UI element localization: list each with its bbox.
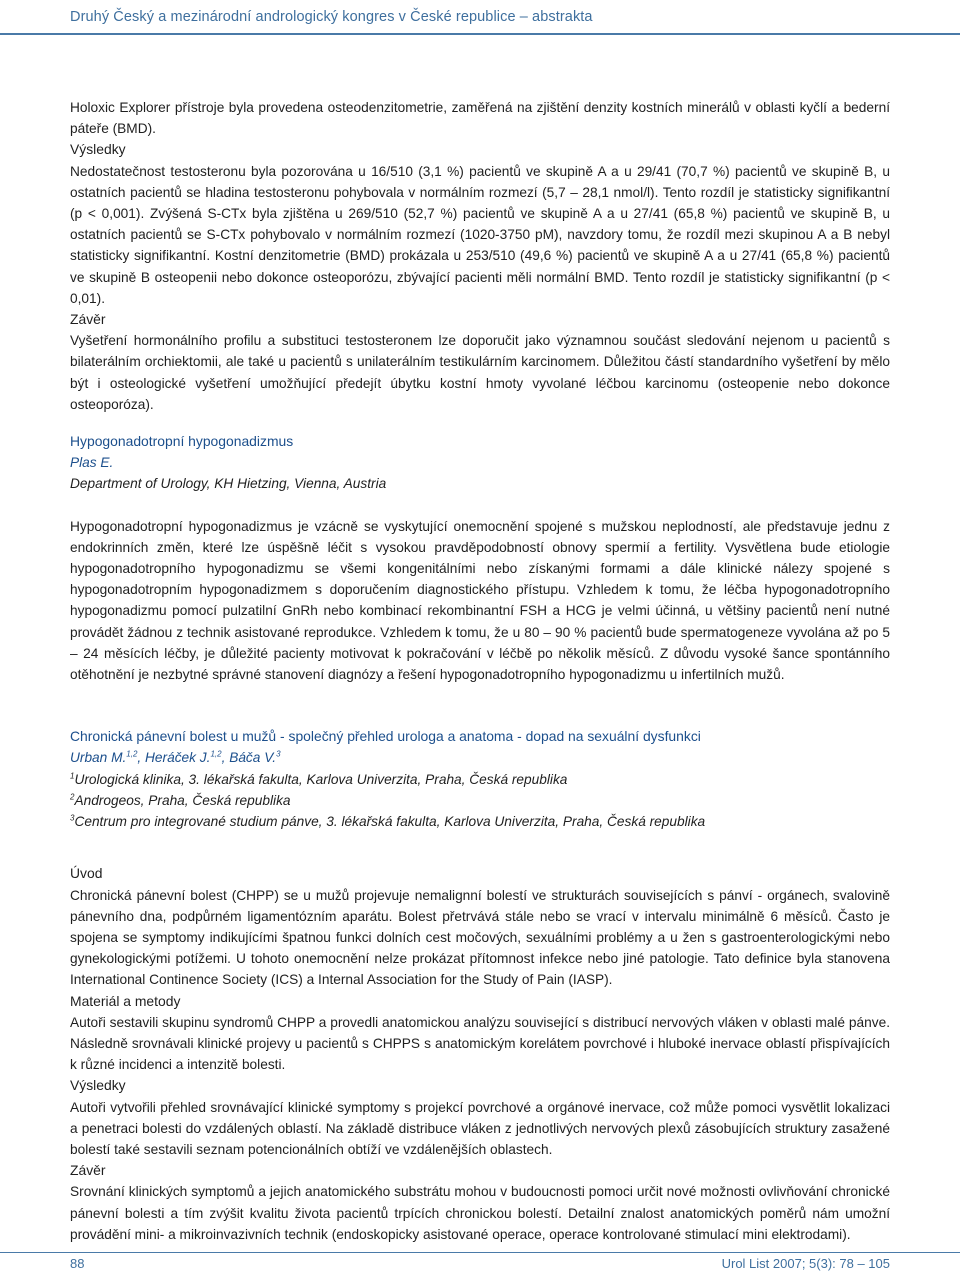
journal-reference: Urol List 2007; 5(3): 78 – 105: [721, 1256, 890, 1271]
conclusion-heading: Závěr: [70, 1162, 106, 1179]
author-list: Urban M.$^{1,2}$, Heráček J.$^{1,2}$, Báča V.$^3$: [70, 749, 281, 766]
results-heading: Výsledky: [70, 141, 126, 158]
intro-paragraph: Chronická pánevní bolest (CHPP) se u mužů projevuje nemalignní bolestí ve strukturách souvisejících s pánví - orgánech, svalovině pánevního dna, podpůrném ligamentózním aparátu. Bolest přetrvává stále nebo se vrací v intervalu minimálně 6 měsíců. Často je spojena se symptomy indikujícími špatnou funkci dolních cest močových, sexuálními problémy a u žen s gastroenterologickými nebo gynekologickými potížemi. U tohoto onemocnění nelze prokázat přítomnost infekce nebo jiné patologie. Tato definice byla stanovena International Continence Society (ICS) a Internal Association for the Study of Pain (IASP).: [70, 887, 890, 988]
methods-heading: Materiál a metody: [70, 992, 181, 1009]
results-paragraph: Autoři vytvořili přehled srovnávající klinické symptomy s projekcí povrchové a orgánové inervace, což může pomoci vysvětlit lokalizaci a penetraci bolesti do vzdálených oblastí. Na základě distribuce vláken z jednotlivých nervových plexů zásobujících struktury zasažené bolestí také sestavili seznam potencionálních obtíží ve vzdálenějších oblastech.: [70, 1099, 890, 1157]
abstract-title: Chronická pánevní bolest u mužů - společný přehled urologa a anatoma - dopad na sexuální dysfunkci: [70, 728, 701, 745]
methods-paragraph: Autoři sestavili skupinu syndromů CHPP a provedli anatomickou analýzu související s distribucí nervových vláken v oblasti malé pánve. Následně srovnávali klinické projevy u pacientů s CHPPS s anatomickým korelátem povrchové i hluboké inervace oblastí přispívajících k různé incidenci a intenzitě bolesti.: [70, 1014, 890, 1073]
author-name: Heráček J.: [145, 750, 211, 766]
author-affiliation-mark: 1,2: [210, 749, 222, 759]
affiliation: $^3$Centrum pro integrované studium pánve, 3. lékařská fakulta, Karlova Univerzita, Praha, Česká republika: [70, 813, 706, 830]
intro-heading: Úvod: [70, 865, 103, 882]
page-content: [70, 97, 890, 1245]
author-affiliation-mark: 3: [276, 749, 281, 759]
abstract-pelvic-pain: [70, 726, 890, 1245]
results-paragraph: Nedostatečnost testosteronu byla pozorována u 16/510 (3,1 %) pacientů ve skupině A a u 29/41 (70,7 %) pacientů ve skupině B, u ostatních pacientů se hladina testosteronu pohybovala v normálním rozmezí (5,7 – 28,1 nmol/l). Tento rozdíl je statisticky signifikantní (p < 0,001). Zvýšená S-CTx byla zjištěna u 269/510 (52,7 %) pacientů ve skupině A a u 27/41 (65,8 %) pacientů ve skupině B, u ostatních pacientů se S-CTx pohybovalo v normálním rozmezí (1020-3750 pM), navzdory tomu, že rozdíl mezi skupinou A a B nebyl statisticky signifikantní. Kostní denzitometrie (BMD) prokázala u 253/510 (49,6 %) pacientů ve skupině A a u 27/41 (65,8 %) pacientů ve skupině B osteopenii nebo dokonce osteoporózu, zbývající pacienti měli normální BMD. Tento rozdíl je statisticky signifikantní (p < 0,01).: [70, 163, 890, 306]
header-rule: [0, 33, 960, 35]
author-affiliation-mark: 1,2: [126, 749, 138, 759]
running-header: Druhý Český a mezinárodní andrologický kongres v České republice – abstrakta: [70, 9, 593, 25]
author-name: Urban M.: [70, 750, 127, 766]
conclusion-heading: Závěr: [70, 311, 106, 328]
footer-rule: [0, 1252, 960, 1253]
conclusion-paragraph: Srovnání klinických symptomů a jejich anatomického substrátu mohou v budoucnosti pomoci určit nové možnosti ovlivňování chronické pánevní bolesti a tím zvýšit kvalitu života pacientů trpících chronickou bolestí. Detailní znalost anatomických poměrů nám umožní provádění mini- a mikroinvazivních technik (endoskopicky asistované operace, operace kontrolované stimulací mini elektrodami).: [70, 1184, 890, 1242]
abstract-title: Hypogonadotropní hypogonadizmus: [70, 433, 294, 450]
abstract-body: Hypogonadotropní hypogonadizmus je vzácně se vyskytující onemocnění spojené s mužskou neplodností, ale představuje jednu z endokrinních změn, které lze úspěšně léčit s vysokou pravděpodobností obnovy spermií a fertility. Vysvětlena bude etiologie hypogonadotropního hypogonadizmu se všemi kongenitálními nebo získanými formami a dále klinické nálezy spojené s hypogonadotropním hypogonadizmem s doporučením diagnostického přístupu. Vzhledem k tomu, že léčba hypogonadotropního hypogonadizmu pomocí pulzatilní GnRh nebo kombinací rekombinantní FSH a HCG je velmi účinná, u většiny pacientů není nutné provádět žádnou z technik asistované reprodukce. Vzhledem k tomu, že u 80 – 90 % pacientů bude spermatogeneze vyvolána až po 5 – 24 měsících léčby, je důležité pacienty motivovat k pokračování v léčbě po několik měsíců. Z důvodu vysoké šance spontánního otěhotnění je nezbytné správné stanovení diagnózy a řešení hypogonadotropního hypogonadizmu u infertilních mužů.: [70, 518, 890, 683]
abstract-hypogonadism: [70, 431, 890, 685]
affiliation: $^1$Urologická klinika, 3. lékařská fakulta, Karlova Univerzita, Praha, Česká republika: [70, 771, 568, 787]
intro-paragraph: Holoxic Explorer přístroje byla provedena osteodenzitometrie, zaměřená na zjištění denzity kostních minerálů v oblasti kyčlí a bederní páteře (BMD).: [70, 100, 890, 137]
author-name: Báča V.: [229, 750, 277, 766]
conclusion-paragraph: Vyšetření hormonálního profilu a substituci testosteronem lze doporučit jako významnou součást sledování nejenom u pacientů s bilaterálním orchiektomii, ale také u pacientů s unilaterálním testikulárním karcinomem. Důležitou částí standardního vyšetření by mělo být i osteologické vyšetření umožňující předejít úbytku kostní hmoty vyvolané léčbou karcinomu (osteopenie nebo dokonce osteoporóza).: [70, 333, 890, 412]
abstract-continuation: [70, 97, 890, 415]
results-heading: Výsledky: [70, 1077, 126, 1094]
author-list: Plas E.: [70, 455, 114, 471]
affiliation: $^2$Androgeos, Praha, Česká republika: [70, 792, 291, 808]
page-number: 88: [70, 1256, 85, 1271]
affiliation: Department of Urology, KH Hietzing, Vienna, Austria: [70, 476, 387, 492]
